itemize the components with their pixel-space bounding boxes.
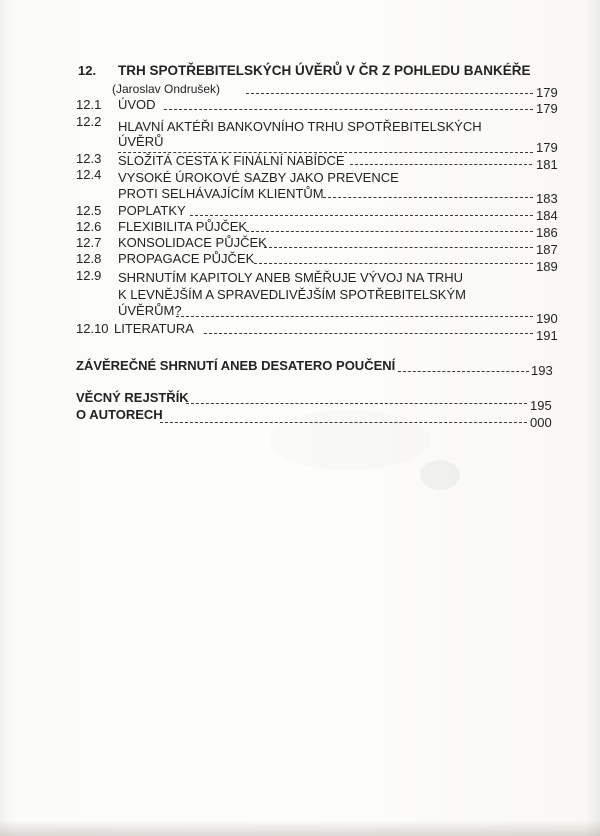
entry-page: 179 [536, 140, 558, 155]
entry-title: HLAVNÍ AKTÉŘI BANKOVNÍHO TRHU SPOTŘEBITELSKÝCH [118, 119, 482, 134]
entry-title-continued: PROTI SELHÁVAJÍCÍM KLIENTŮM [118, 186, 324, 201]
entry-number: 12.7 [76, 235, 102, 250]
authors-title: O AUTORECH [76, 407, 163, 422]
leader-dots [164, 109, 533, 110]
entry-title: SLOŽITÁ CESTA K FINÁLNÍ NABÍDCE [118, 153, 345, 168]
index-title: VĚCNÝ REJSTŘÍK [76, 390, 189, 405]
entry-title: PROPAGACE PŮJČEK [118, 251, 255, 266]
leader-dots [246, 93, 533, 94]
leader-dots [190, 215, 533, 216]
leader-dots [254, 263, 533, 264]
entry-page: 181 [536, 157, 558, 172]
entry-number: 12.6 [76, 219, 102, 234]
entry-number: 12.3 [76, 151, 102, 166]
entry-number: 12.9 [76, 268, 102, 283]
leader-dots [264, 247, 533, 248]
entry-title: SHRNUTÍM KAPITOLY ANEB SMĚŘUJE VÝVOJ NA TRHU [118, 270, 464, 285]
leader-dots [186, 403, 527, 404]
entry-title-continued: ÚVĚRŮM? [118, 303, 182, 318]
entry-title: FLEXIBILITA PŮJČEK [118, 219, 248, 234]
entry-title-continued: K LEVNĚJŠÍM A SPRAVEDLIVĚJŠÍM SPOTŘEBITELSKÝM [118, 287, 466, 302]
entry-page: 191 [536, 328, 558, 343]
chapter-author: (Jaroslav Ondrušek) [112, 82, 221, 96]
entry-page: 184 [536, 208, 558, 223]
entry-number: 12.2 [76, 114, 102, 129]
entry-title: KONSOLIDACE PŮJČEK [118, 235, 267, 250]
entry-page: 183 [536, 191, 558, 206]
chapter-number: 12. [78, 63, 97, 78]
entry-page: 189 [536, 259, 558, 274]
entry-title: POPLATKY [118, 203, 186, 218]
leader-dots [246, 231, 533, 232]
leader-dots [160, 422, 527, 423]
leader-dots [398, 371, 529, 372]
entry-number: 12.10 [76, 321, 109, 336]
entry-title: ÚVOD [118, 97, 156, 112]
entry-number: 12.1 [76, 97, 102, 112]
leader-dots [350, 164, 532, 165]
index-page: 195 [530, 398, 552, 413]
leader-dots [323, 197, 533, 198]
entry-title: LITERATURA [114, 321, 194, 336]
chapter-title: TRH SPOTŘEBITELSKÝCH ÚVĚRŮ V ČR Z POHLEDU BANKÉŘE [118, 63, 531, 78]
entry-page: 190 [536, 311, 558, 326]
chapter-page: 179 [536, 85, 558, 100]
entry-page: 187 [536, 242, 558, 257]
leader-dots [204, 333, 533, 334]
authors-page: 000 [530, 415, 552, 430]
closing-title: ZÁVĚREČNÉ SHRNUTÍ ANEB DESATERO POUČENÍ [76, 358, 396, 373]
closing-page: 193 [531, 363, 553, 378]
leader-dots [176, 316, 533, 317]
entry-page: 186 [536, 225, 558, 240]
entry-title: VYSOKÉ ÚROKOVÉ SAZBY JAKO PREVENCE [118, 170, 399, 185]
entry-number: 12.4 [76, 167, 102, 182]
entry-number: 12.5 [76, 203, 102, 218]
entry-page: 179 [536, 101, 558, 116]
entry-number: 12.8 [76, 251, 102, 266]
entry-title-continued: ÚVĚRŮ [118, 134, 164, 149]
